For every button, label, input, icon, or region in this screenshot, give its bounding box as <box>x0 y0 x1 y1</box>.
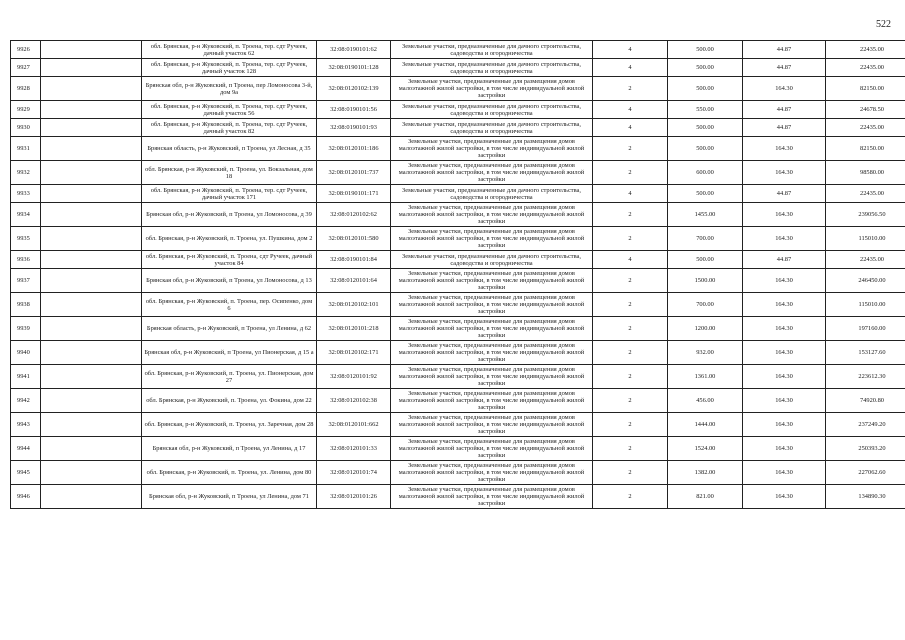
cadastral-number-cell: 32:08:0120102:38 <box>317 389 391 413</box>
group-number-cell: 2 <box>593 137 668 161</box>
area-cell: 500.00 <box>668 185 743 203</box>
table-body <box>11 41 905 509</box>
blank-cell <box>41 251 142 269</box>
permitted-use-cell: Земельные участки, предназначенные для размещения домов малоэтажной жилой застройки, в том числе индивидуальной жилой застройки <box>391 317 593 341</box>
permitted-use-cell: Земельные участки, предназначенные для дачного строительства, садоводства и огородничества <box>391 185 593 203</box>
area-cell: 700.00 <box>668 227 743 251</box>
area-cell: 500.00 <box>668 137 743 161</box>
area-cell: 821.00 <box>668 485 743 509</box>
address-cell: обл. Брянская, р-н Жуковский, п. Троена, тер. сдт Ручеек, дачный участок 82 <box>142 119 317 137</box>
cadastral-value-cell: 82150.00 <box>826 137 905 161</box>
permitted-use-cell: Земельные участки, предназначенные для размещения домов малоэтажной жилой застройки, в том числе индивидуальной жилой застройки <box>391 203 593 227</box>
permitted-use-cell: Земельные участки, предназначенные для дачного строительства, садоводства и огородничества <box>391 41 593 59</box>
area-cell: 500.00 <box>668 119 743 137</box>
specific-value-cell: 164.30 <box>743 461 826 485</box>
group-number-cell: 2 <box>593 437 668 461</box>
group-number-cell: 2 <box>593 161 668 185</box>
specific-value-cell: 164.30 <box>743 269 826 293</box>
group-number-cell: 2 <box>593 485 668 509</box>
group-number-cell: 2 <box>593 227 668 251</box>
address-cell: обл. Брянская, р-н Жуковский, п. Троена, сдт Ручеек, дачный участок 84 <box>142 251 317 269</box>
area-cell: 1200.00 <box>668 317 743 341</box>
cadastral-value-cell: 74920.80 <box>826 389 905 413</box>
cadastral-value-table <box>10 40 905 509</box>
record-number: 9935 <box>11 227 41 251</box>
cadastral-value-cell: 22435.00 <box>826 41 905 59</box>
record-number: 9936 <box>11 251 41 269</box>
group-number-cell: 2 <box>593 389 668 413</box>
record-number: 9933 <box>11 185 41 203</box>
table-row <box>11 101 905 119</box>
cadastral-value-cell: 22435.00 <box>826 251 905 269</box>
permitted-use-cell: Земельные участки, предназначенные для размещения домов малоэтажной жилой застройки, в том числе индивидуальной жилой застройки <box>391 389 593 413</box>
cadastral-number-cell: 32:08:0120102:139 <box>317 77 391 101</box>
address-cell: обл. Брянская, р-н Жуковский, п. Троена, ул. Пионерская, дом 27 <box>142 365 317 389</box>
cadastral-value-cell: 239056.50 <box>826 203 905 227</box>
table-row <box>11 389 905 413</box>
blank-cell <box>41 77 142 101</box>
cadastral-value-cell: 24678.50 <box>826 101 905 119</box>
address-cell: обл. Брянская, р-н Жуковский, п. Троена, ул. Заречная, дом 28 <box>142 413 317 437</box>
cadastral-number-cell: 32:08:0120102:62 <box>317 203 391 227</box>
specific-value-cell: 164.30 <box>743 317 826 341</box>
cadastral-number-cell: 32:08:0120101:92 <box>317 365 391 389</box>
cadastral-number-cell: 32:08:0120101:186 <box>317 137 391 161</box>
cadastral-number-cell: 32:08:0190101:84 <box>317 251 391 269</box>
group-number-cell: 2 <box>593 365 668 389</box>
permitted-use-cell: Земельные участки, предназначенные для размещения домов малоэтажной жилой застройки, в том числе индивидуальной жилой застройки <box>391 461 593 485</box>
area-cell: 550.00 <box>668 101 743 119</box>
area-cell: 1455.00 <box>668 203 743 227</box>
record-number: 9928 <box>11 77 41 101</box>
table-row <box>11 317 905 341</box>
area-cell: 456.00 <box>668 389 743 413</box>
table-row <box>11 185 905 203</box>
permitted-use-cell: Земельные участки, предназначенные для размещения домов малоэтажной жилой застройки, в том числе индивидуальной жилой застройки <box>391 413 593 437</box>
area-cell: 1382.00 <box>668 461 743 485</box>
record-number: 9927 <box>11 59 41 77</box>
specific-value-cell: 164.30 <box>743 161 826 185</box>
address-cell: Брянская обл, р-н Жуковский, п Троена, ул Ленина, д 17 <box>142 437 317 461</box>
cadastral-value-cell: 22435.00 <box>826 185 905 203</box>
blank-cell <box>41 41 142 59</box>
blank-cell <box>41 317 142 341</box>
blank-cell <box>41 293 142 317</box>
specific-value-cell: 164.30 <box>743 293 826 317</box>
specific-value-cell: 164.30 <box>743 203 826 227</box>
record-number: 9932 <box>11 161 41 185</box>
table-row <box>11 41 905 59</box>
address-cell: обл. Брянская, р-н Жуковский, п. Троена, пер. Осипенко, дом 6 <box>142 293 317 317</box>
blank-cell <box>41 101 142 119</box>
permitted-use-cell: Земельные участки, предназначенные для размещения домов малоэтажной жилой застройки, в том числе индивидуальной жилой застройки <box>391 269 593 293</box>
record-number: 9939 <box>11 317 41 341</box>
table-row <box>11 137 905 161</box>
cadastral-value-cell: 98580.00 <box>826 161 905 185</box>
specific-value-cell: 164.30 <box>743 227 826 251</box>
table-row <box>11 227 905 251</box>
specific-value-cell: 164.30 <box>743 77 826 101</box>
cadastral-number-cell: 32:08:0120101:33 <box>317 437 391 461</box>
record-number: 9931 <box>11 137 41 161</box>
area-cell: 1524.00 <box>668 437 743 461</box>
specific-value-cell: 164.30 <box>743 341 826 365</box>
blank-cell <box>41 389 142 413</box>
group-number-cell: 2 <box>593 77 668 101</box>
cadastral-number-cell: 32:08:0120101:26 <box>317 485 391 509</box>
address-cell: Брянская обл, р-н Жуковский, п Троена, пер Ломоносова 3-й, дом 9а <box>142 77 317 101</box>
cadastral-number-cell: 32:08:0190101:128 <box>317 59 391 77</box>
permitted-use-cell: Земельные участки, предназначенные для дачного строительства, садоводства и огородничества <box>391 251 593 269</box>
specific-value-cell: 164.30 <box>743 413 826 437</box>
address-cell: обл. Брянская, р-н Жуковский, п. Троена, тер. сдт Ручеек, дачный участок 56 <box>142 101 317 119</box>
area-cell: 700.00 <box>668 293 743 317</box>
permitted-use-cell: Земельные участки, предназначенные для размещения домов малоэтажной жилой застройки, в том числе индивидуальной жилой застройки <box>391 485 593 509</box>
address-cell: обл. Брянская, р-н Жуковский, п. Троена, тер. сдт Ручеек, дачный участок 171 <box>142 185 317 203</box>
blank-cell <box>41 341 142 365</box>
address-cell: обл. Брянская, р-н Жуковский, п. Троена, тер. сдт Ручеек, дачный участок 128 <box>142 59 317 77</box>
cadastral-value-cell: 134890.30 <box>826 485 905 509</box>
blank-cell <box>41 119 142 137</box>
record-number: 9934 <box>11 203 41 227</box>
permitted-use-cell: Земельные участки, предназначенные для размещения домов малоэтажной жилой застройки, в том числе индивидуальной жилой застройки <box>391 161 593 185</box>
group-number-cell: 2 <box>593 341 668 365</box>
table-row <box>11 77 905 101</box>
group-number-cell: 4 <box>593 101 668 119</box>
cadastral-number-cell: 32:08:0190101:93 <box>317 119 391 137</box>
area-cell: 500.00 <box>668 77 743 101</box>
area-cell: 1444.00 <box>668 413 743 437</box>
blank-cell <box>41 137 142 161</box>
blank-cell <box>41 269 142 293</box>
address-cell: Брянская обл, р-н Жуковский, п Троена, ул Ленина, дом 71 <box>142 485 317 509</box>
group-number-cell: 4 <box>593 59 668 77</box>
address-cell: Брянская область, р-н Жуковский, п Троена, ул Лесная, д 35 <box>142 137 317 161</box>
address-cell: Брянская обл, р-н Жуковский, п Троена, ул Ломоносова, д 13 <box>142 269 317 293</box>
area-cell: 932.00 <box>668 341 743 365</box>
cadastral-number-cell: 32:08:0190101:171 <box>317 185 391 203</box>
table-row <box>11 365 905 389</box>
record-number: 9926 <box>11 41 41 59</box>
address-cell: обл. Брянская, р-н Жуковский, п. Троена, тер. сдт Ручеек, дачный участок 62 <box>142 41 317 59</box>
record-number: 9938 <box>11 293 41 317</box>
group-number-cell: 2 <box>593 269 668 293</box>
permitted-use-cell: Земельные участки, предназначенные для размещения домов малоэтажной жилой застройки, в том числе индивидуальной жилой застройки <box>391 293 593 317</box>
area-cell: 500.00 <box>668 41 743 59</box>
group-number-cell: 2 <box>593 413 668 437</box>
blank-cell <box>41 485 142 509</box>
cadastral-value-cell: 22435.00 <box>826 59 905 77</box>
table-row <box>11 119 905 137</box>
record-number: 9943 <box>11 413 41 437</box>
specific-value-cell: 44.87 <box>743 101 826 119</box>
specific-value-cell: 164.30 <box>743 365 826 389</box>
cadastral-value-cell: 223612.30 <box>826 365 905 389</box>
cadastral-number-cell: 32:08:0120101:74 <box>317 461 391 485</box>
address-cell: Брянская обл, р-н Жуковский, п Троена, ул Ломоносова, д 39 <box>142 203 317 227</box>
cadastral-value-cell: 82150.00 <box>826 77 905 101</box>
blank-cell <box>41 59 142 77</box>
address-cell: Брянская область, р-н Жуковский, п Троена, ул Ленина, д 62 <box>142 317 317 341</box>
cadastral-value-cell: 246450.00 <box>826 269 905 293</box>
group-number-cell: 2 <box>593 317 668 341</box>
blank-cell <box>41 461 142 485</box>
permitted-use-cell: Земельные участки, предназначенные для дачного строительства, садоводства и огородничества <box>391 59 593 77</box>
cadastral-number-cell: 32:08:0120102:171 <box>317 341 391 365</box>
cadastral-value-cell: 22435.00 <box>826 119 905 137</box>
cadastral-number-cell: 32:08:0120101:737 <box>317 161 391 185</box>
blank-cell <box>41 365 142 389</box>
area-cell: 1361.00 <box>668 365 743 389</box>
area-cell: 500.00 <box>668 59 743 77</box>
group-number-cell: 4 <box>593 41 668 59</box>
record-number: 9944 <box>11 437 41 461</box>
cadastral-number-cell: 32:08:0120101:64 <box>317 269 391 293</box>
permitted-use-cell: Земельные участки, предназначенные для дачного строительства, садоводства и огородничества <box>391 101 593 119</box>
permitted-use-cell: Земельные участки, предназначенные для размещения домов малоэтажной жилой застройки, в том числе индивидуальной жилой застройки <box>391 365 593 389</box>
cadastral-number-cell: 32:08:0120102:101 <box>317 293 391 317</box>
group-number-cell: 2 <box>593 203 668 227</box>
record-number: 9945 <box>11 461 41 485</box>
cadastral-number-cell: 32:08:0120101:218 <box>317 317 391 341</box>
group-number-cell: 4 <box>593 251 668 269</box>
area-cell: 600.00 <box>668 161 743 185</box>
cadastral-value-cell: 197160.00 <box>826 317 905 341</box>
cadastral-value-cell: 227062.60 <box>826 461 905 485</box>
record-number: 9940 <box>11 341 41 365</box>
area-cell: 1500.00 <box>668 269 743 293</box>
blank-cell <box>41 413 142 437</box>
permitted-use-cell: Земельные участки, предназначенные для размещения домов малоэтажной жилой застройки, в том числе индивидуальной жилой застройки <box>391 77 593 101</box>
specific-value-cell: 164.30 <box>743 389 826 413</box>
table-row <box>11 293 905 317</box>
record-number: 9929 <box>11 101 41 119</box>
record-number: 9930 <box>11 119 41 137</box>
address-cell: обл. Брянская, р-н Жуковский, п. Троена, ул. Ленина, дом 80 <box>142 461 317 485</box>
blank-cell <box>41 227 142 251</box>
address-cell: Брянская обл, р-н Жуковский, п Троена, ул Пионерская, д 15 а <box>142 341 317 365</box>
specific-value-cell: 44.87 <box>743 119 826 137</box>
permitted-use-cell: Земельные участки, предназначенные для размещения домов малоэтажной жилой застройки, в том числе индивидуальной жилой застройки <box>391 227 593 251</box>
blank-cell <box>41 203 142 227</box>
specific-value-cell: 164.30 <box>743 437 826 461</box>
specific-value-cell: 164.30 <box>743 485 826 509</box>
record-number: 9937 <box>11 269 41 293</box>
table-row <box>11 341 905 365</box>
table-row <box>11 437 905 461</box>
blank-cell <box>41 437 142 461</box>
cadastral-value-cell: 115010.00 <box>826 227 905 251</box>
table-row <box>11 485 905 509</box>
cadastral-value-cell: 237249.20 <box>826 413 905 437</box>
table-row <box>11 251 905 269</box>
group-number-cell: 4 <box>593 185 668 203</box>
table-row <box>11 161 905 185</box>
permitted-use-cell: Земельные участки, предназначенные для размещения домов малоэтажной жилой застройки, в том числе индивидуальной жилой застройки <box>391 341 593 365</box>
blank-cell <box>41 161 142 185</box>
cadastral-value-cell: 250393.20 <box>826 437 905 461</box>
permitted-use-cell: Земельные участки, предназначенные для размещения домов малоэтажной жилой застройки, в том числе индивидуальной жилой застройки <box>391 137 593 161</box>
table-row <box>11 413 905 437</box>
record-number: 9946 <box>11 485 41 509</box>
cadastral-number-cell: 32:08:0120101:662 <box>317 413 391 437</box>
blank-cell <box>41 185 142 203</box>
address-cell: обл. Брянская, р-н Жуковский, п. Троена, ул. Пушкина, дом 2 <box>142 227 317 251</box>
address-cell: обл. Брянская, р-н Жуковский, п. Троена, ул. Вокзальная, дом 18 <box>142 161 317 185</box>
table-row <box>11 269 905 293</box>
permitted-use-cell: Земельные участки, предназначенные для размещения домов малоэтажной жилой застройки, в том числе индивидуальной жилой застройки <box>391 437 593 461</box>
group-number-cell: 2 <box>593 293 668 317</box>
address-cell: обл. Брянская, р-н Жуковский, п. Троена, ул. Фокина, дом 22 <box>142 389 317 413</box>
specific-value-cell: 164.30 <box>743 137 826 161</box>
specific-value-cell: 44.87 <box>743 59 826 77</box>
table-row <box>11 203 905 227</box>
cadastral-value-cell: 153127.60 <box>826 341 905 365</box>
cadastral-number-cell: 32:08:0190101:56 <box>317 101 391 119</box>
table-row <box>11 461 905 485</box>
cadastral-number-cell: 32:08:0190101:62 <box>317 41 391 59</box>
group-number-cell: 4 <box>593 119 668 137</box>
page-number: 522 <box>876 19 891 30</box>
cadastral-value-cell: 115010.00 <box>826 293 905 317</box>
area-cell: 500.00 <box>668 251 743 269</box>
table-row <box>11 59 905 77</box>
group-number-cell: 2 <box>593 461 668 485</box>
record-number: 9941 <box>11 365 41 389</box>
specific-value-cell: 44.87 <box>743 185 826 203</box>
specific-value-cell: 44.87 <box>743 41 826 59</box>
specific-value-cell: 44.87 <box>743 251 826 269</box>
record-number: 9942 <box>11 389 41 413</box>
cadastral-number-cell: 32:08:0120101:580 <box>317 227 391 251</box>
permitted-use-cell: Земельные участки, предназначенные для дачного строительства, садоводства и огородничества <box>391 119 593 137</box>
